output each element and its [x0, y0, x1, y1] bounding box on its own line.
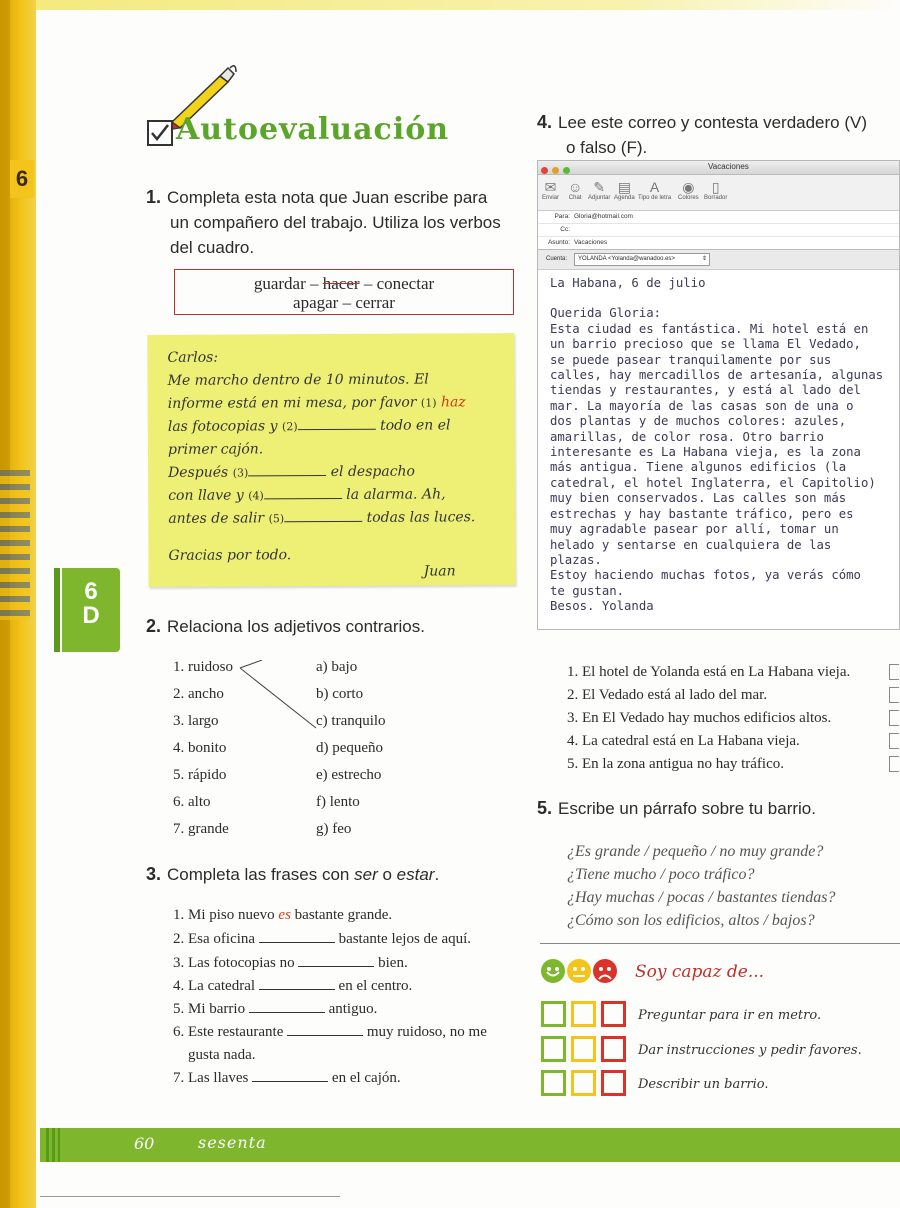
ex4-number: 4.: [537, 112, 553, 132]
subject-label: Asunto:: [547, 239, 570, 246]
rating-box-red[interactable]: [601, 1036, 626, 1062]
note-gap1-num: (1): [420, 396, 437, 410]
email-toolbar: [538, 175, 899, 211]
note-line7b: la alarma. Ah,: [346, 486, 446, 503]
s6-c: gusta nada.: [188, 1047, 256, 1063]
email-blank-line: [550, 291, 887, 306]
page-number: 60: [134, 1134, 155, 1153]
section-tab-number: 6: [84, 578, 98, 605]
s4-a: 4. La catedral: [173, 978, 256, 994]
s1-b: bastante grande.: [290, 907, 393, 923]
sentence-3: [173, 955, 408, 972]
note-answer-red: haz: [440, 394, 466, 411]
s6-b: muy ruidoso, no me: [366, 1024, 487, 1040]
rating-box-green[interactable]: [541, 1036, 566, 1062]
cc-label: Cc:: [560, 226, 570, 233]
note-signature: Juan: [423, 563, 456, 580]
sentence-1: [173, 907, 392, 924]
sentence-7: [173, 1070, 401, 1087]
maximize-icon[interactable]: [563, 167, 570, 174]
email-line: te gustan.: [550, 583, 625, 598]
statement-4: 4. La catedral está en La Habana vieja.: [567, 733, 800, 749]
ex5-instructions: [537, 796, 816, 821]
send-button[interactable]: [542, 179, 559, 201]
sad-face-icon: [593, 959, 617, 983]
footer-stripe: [46, 1128, 60, 1162]
send-label: Enviar: [542, 195, 560, 201]
ex3-dot: .: [434, 865, 440, 884]
happy-face-icon: [541, 959, 565, 983]
attach-button[interactable]: [588, 179, 610, 201]
email-titlebar: [538, 161, 899, 175]
capaz-item-3: Describir un barrio.: [638, 1077, 769, 1092]
tf-box-4[interactable]: [889, 733, 899, 749]
email-line: dos plantas y de muchos colores: azules,: [550, 414, 847, 429]
email-line: un barrio precioso que se llama El Vedado,: [550, 337, 861, 352]
capaz-row-2: [541, 1036, 631, 1067]
tf-box-3[interactable]: [889, 710, 899, 726]
adj-left-2: 2. ancho: [173, 686, 224, 702]
note-line3: informe está en mi mesa, por favor: [167, 394, 417, 412]
ex3-text: Completa las frases con: [167, 865, 355, 884]
ex1-line3: del cuadro.: [170, 238, 255, 257]
note-line6a: Después: [168, 464, 229, 481]
minimize-icon[interactable]: [552, 167, 559, 174]
verb-box-struck: hacer: [322, 274, 360, 293]
verb-box: [174, 269, 514, 315]
question-4: ¿Cómo son los edificios, altos / bajos?: [567, 912, 815, 929]
section-tab: [62, 568, 120, 652]
email-line: muy bien conservados. Las calles son más: [550, 491, 847, 506]
left-edge-text-strip: [0, 470, 30, 620]
note-line4b: todo en el: [380, 417, 451, 434]
note-gap5[interactable]: [284, 510, 362, 522]
tf-box-1[interactable]: [889, 664, 899, 680]
rating-box-red[interactable]: [601, 1001, 626, 1027]
sentence-5: [173, 1001, 377, 1018]
ex4-instructions: [537, 110, 897, 160]
s1-a: 1. Mi piso nuevo: [173, 907, 279, 923]
ex2-text: Relaciona los adjetivos contrarios.: [167, 617, 425, 636]
note-line4a: las fotocopias y: [167, 418, 278, 435]
ex4-line2: o falso (F).: [566, 138, 648, 157]
checkbox-icon: [147, 120, 173, 146]
question-3: ¿Hay muchas / pocas / bastantes tiendas?: [567, 889, 836, 906]
s2-b: bastante lejos de aquí.: [338, 931, 472, 947]
send-icon: ✉: [544, 179, 557, 195]
s1-answer: es: [278, 907, 291, 923]
account-select[interactable]: [574, 253, 710, 266]
note-thanks: Gracias por todo.: [168, 547, 292, 564]
note-line6b: el despacho: [330, 463, 416, 481]
capaz-row-3: [541, 1070, 631, 1101]
note-line7a: con llave y: [168, 487, 244, 504]
email-line: mar. La mayoría de las casas son de una o: [550, 398, 854, 413]
adj-right-e: e) estrecho: [316, 767, 382, 783]
sentence-4: [173, 978, 412, 995]
bottom-rule: [40, 1196, 340, 1197]
account-value: YOLANDA <Yolanda@wanadoo.es>: [578, 256, 675, 262]
section-tab-letter: D: [82, 602, 100, 629]
note-greeting: Carlos:: [167, 349, 219, 366]
sentence-6: [173, 1024, 487, 1041]
email-line: Esta ciudad es fantástica. Mi hotel está en: [550, 321, 869, 336]
email-line: Querida Gloria:: [550, 306, 662, 321]
ex1-line1: Completa esta nota que Juan escribe para: [167, 188, 488, 207]
ex2-number: 2.: [146, 616, 162, 636]
note-gap2-num: (2): [281, 420, 298, 434]
ex3-o: o: [377, 865, 397, 884]
paperclip-icon: ✎: [593, 179, 606, 195]
account-row: [538, 250, 899, 270]
ex2-instructions: [146, 614, 425, 639]
email-line: interesante es La Habana vieja, es la zona: [550, 445, 861, 460]
chat-button[interactable]: [568, 179, 582, 201]
ex3-ser: ser: [354, 865, 378, 884]
email-line: tiendas y restaurantes, y está al lado del: [550, 383, 861, 398]
question-1: ¿Es grande / pequeño / no muy grande?: [567, 843, 824, 860]
draft-icon: ▯: [711, 179, 720, 195]
note-gap5-num: (5): [268, 512, 285, 526]
email-line: calles, hay mercadillos de artesanía, algunas: [550, 368, 884, 383]
edge-tab: 6: [10, 160, 34, 198]
email-window: [537, 160, 900, 630]
note-line2: Me marcho dentro de 10 minutos. El: [167, 371, 429, 389]
adj-left-6: 6. alto: [173, 794, 211, 810]
email-window-title: Vacaciones: [708, 162, 749, 171]
page-title: Autoevaluación: [176, 112, 450, 147]
verb-box-a: guardar –: [253, 274, 319, 293]
statement-3: 3. En El Vedado hay muchos edificios altos.: [567, 710, 832, 726]
capaz-item-2: Dar instrucciones y pedir favores.: [638, 1043, 862, 1058]
email-line: más antigua. Tiene algunos edificios (la: [550, 460, 847, 475]
s5-b: antiguo.: [328, 1001, 378, 1017]
adj-right-g: g) feo: [316, 821, 352, 837]
verb-box-b: – conectar: [363, 274, 435, 293]
email-line: Estoy haciendo muchas fotos, ya verás cómo: [550, 568, 861, 583]
agenda-button[interactable]: [614, 179, 635, 201]
agenda-label: Agenda: [614, 195, 635, 201]
ex5-text: Escribe un párrafo sobre tu barrio.: [558, 799, 816, 818]
adj-right-b: b) corto: [316, 686, 364, 702]
rating-box-yellow[interactable]: [571, 1036, 596, 1062]
rating-box-green[interactable]: [541, 1070, 566, 1096]
adj-left-4: 4. bonito: [173, 740, 227, 756]
email-line: estrechas y hay bastante tráfico, pero es: [550, 506, 854, 521]
to-field[interactable]: [538, 211, 899, 224]
s4-blank[interactable]: [259, 979, 335, 990]
s7-b: en el cajón.: [331, 1070, 401, 1086]
s6-blank[interactable]: [287, 1025, 363, 1036]
s2-a: 2. Esa oficina: [173, 931, 256, 947]
statement-5: 5. En la zona antigua no hay tráfico.: [567, 756, 785, 772]
email-line: catedral, el hotel Inglaterra, el Capitolio): [550, 475, 876, 490]
rating-box-yellow[interactable]: [571, 1001, 596, 1027]
adj-left-7: 7. grande: [173, 821, 229, 837]
note-line5: primer cajón.: [167, 441, 264, 458]
note-gap2[interactable]: [298, 418, 376, 430]
note-line8a: antes de salir: [168, 510, 265, 527]
font-button[interactable]: [638, 179, 671, 201]
note-line8b: todas las luces.: [366, 509, 476, 526]
agenda-icon: ▤: [617, 179, 631, 195]
ex5-number: 5.: [537, 798, 553, 818]
colors-button[interactable]: [678, 179, 699, 201]
to-label: Para:: [554, 213, 570, 220]
match-line: [236, 660, 326, 740]
s4-b: en el centro.: [338, 978, 413, 994]
section-tab-bar: [54, 568, 60, 652]
ex1-line2: un compañero del trabajo. Utiliza los verbos: [170, 213, 501, 232]
rating-box-red[interactable]: [601, 1070, 626, 1096]
footer-bar: [40, 1128, 900, 1162]
adj-right-c: c) tranquilo: [316, 713, 386, 729]
sentence-2: [173, 931, 471, 948]
close-icon[interactable]: [541, 167, 548, 174]
s2-blank[interactable]: [259, 932, 335, 943]
statement-1: 1. El hotel de Yolanda está en La Habana vieja.: [567, 664, 851, 680]
to-value: Gloria@hotmail.com: [574, 213, 633, 220]
s3-b: bien.: [378, 955, 408, 971]
capaz-item-1: Preguntar para ir en metro.: [638, 1008, 822, 1023]
s7-a: 7. Las llaves: [173, 1070, 249, 1086]
adj-right-a: a) bajo: [316, 659, 358, 675]
colors-icon: ◉: [682, 179, 695, 195]
ex3-instructions: [146, 862, 439, 887]
subject-value: Vacaciones: [574, 239, 608, 246]
email-line: Besos. Yolanda: [550, 599, 654, 614]
email-line: se puede pasear tranquilamente por sus: [550, 352, 832, 367]
draft-button[interactable]: [704, 179, 727, 201]
select-arrow-icon: ⇕: [701, 256, 707, 262]
soy-capaz-title: Soy capaz de...: [635, 962, 765, 982]
s3-blank[interactable]: [298, 956, 374, 967]
tf-box-5[interactable]: [889, 756, 899, 772]
attach-label: Adjuntar: [588, 195, 611, 201]
ex1-number: 1.: [146, 187, 162, 207]
statement-2: 2. El Vedado está al lado del mar.: [567, 687, 768, 703]
email-line: muy agradable pasear por allí, tomar un: [550, 522, 839, 537]
capaz-row-1: [541, 1001, 631, 1032]
adj-right-d: d) pequeño: [316, 740, 384, 756]
verb-box-line2: apagar – cerrar: [293, 293, 395, 312]
email-line: La Habana, 6 de julio: [550, 276, 706, 290]
email-line: amarillas, de color rosa. Otro barrio: [550, 429, 824, 444]
draft-label: Borrador: [704, 195, 728, 201]
email-body: [538, 270, 899, 621]
ex4-line1: Lee este correo y contesta verdadero (V): [558, 113, 868, 132]
s3-a: 3. Las fotocopias no: [173, 955, 295, 971]
adj-left-5: 5. rápido: [173, 767, 227, 783]
rating-box-green[interactable]: [541, 1001, 566, 1027]
account-label: Cuenta:: [546, 256, 568, 262]
chat-icon: ☺: [568, 179, 583, 195]
s5-blank[interactable]: [249, 1002, 325, 1013]
neutral-face-icon: [567, 959, 591, 983]
note-gap4-num: (4): [248, 489, 264, 503]
ex1-instructions: [146, 185, 506, 260]
cc-field[interactable]: [538, 224, 899, 237]
subject-field[interactable]: [538, 237, 899, 250]
note-gap3[interactable]: [248, 464, 326, 476]
chat-label: Chat: [568, 195, 582, 201]
self-assessment-faces: [541, 959, 619, 988]
sticky-note: [147, 333, 515, 587]
top-color-band: [0, 0, 900, 10]
ex3-number: 3.: [146, 864, 162, 884]
email-line: helado y sentarse en cualquiera de las: [550, 537, 832, 552]
adj-right-f: f) lento: [316, 794, 360, 810]
colors-label: Colores: [678, 195, 699, 201]
font-icon: A: [649, 179, 660, 195]
rating-box-yellow[interactable]: [571, 1070, 596, 1096]
s5-a: 5. Mi barrio: [173, 1001, 246, 1017]
font-label: Tipo de letra: [638, 195, 672, 201]
s6-a: 6. Este restaurante: [173, 1024, 284, 1040]
divider: [540, 943, 900, 944]
ex3-estar: estar: [396, 865, 435, 884]
question-2: ¿Tiene mucho / poco tráfico?: [567, 866, 755, 883]
note-gap3-num: (3): [232, 466, 249, 480]
adj-left-3: 3. largo: [173, 713, 219, 729]
page-number-word: sesenta: [198, 1133, 267, 1152]
note-gap4[interactable]: [264, 487, 342, 499]
adj-left-1: 1. ruidoso: [173, 659, 233, 675]
s7-blank[interactable]: [252, 1071, 328, 1082]
email-line: plazas.: [550, 552, 602, 567]
tf-box-2[interactable]: [889, 687, 899, 703]
